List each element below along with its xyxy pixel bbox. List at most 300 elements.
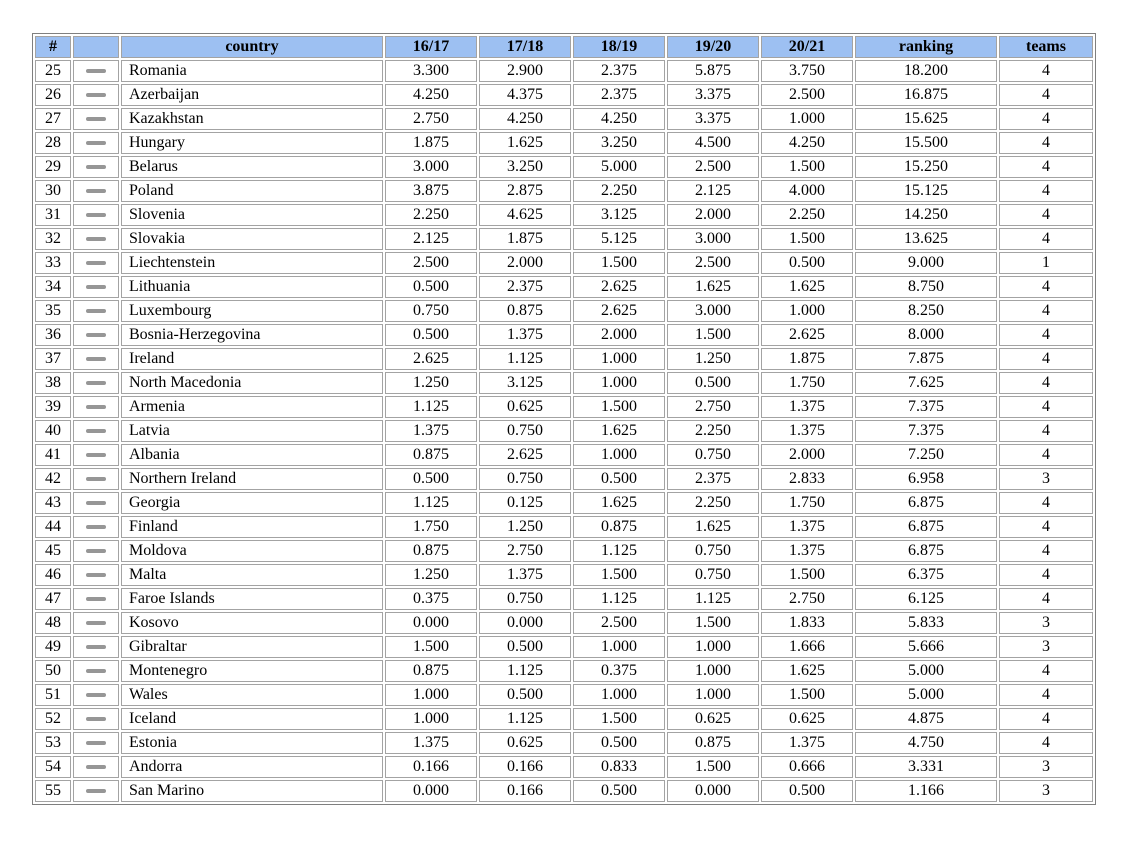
season-17-18-cell: 1.125 (479, 348, 571, 370)
rank-cell: 27 (35, 108, 71, 130)
table-row (35, 468, 1093, 490)
season-17-18-cell: 0.166 (479, 780, 571, 802)
country-cell: Andorra (121, 756, 383, 778)
season-19-20-cell: 0.000 (667, 780, 759, 802)
table-row (35, 636, 1093, 658)
season-18-19-cell: 2.625 (573, 276, 665, 298)
ranking-cell: 3.331 (855, 756, 997, 778)
rank-change-cell (73, 444, 119, 466)
teams-cell: 4 (999, 276, 1093, 298)
teams-cell: 4 (999, 660, 1093, 682)
season-18-19-cell: 0.833 (573, 756, 665, 778)
season-17-18-cell: 2.000 (479, 252, 571, 274)
season-20-21-cell: 0.500 (761, 252, 853, 274)
season-17-18-cell: 1.250 (479, 516, 571, 538)
rank-cell: 53 (35, 732, 71, 754)
rank-no-change-icon (86, 645, 106, 649)
column-header-rank-change (73, 36, 119, 58)
season-18-19-cell: 0.500 (573, 468, 665, 490)
teams-cell: 4 (999, 684, 1093, 706)
season-20-21-cell: 0.500 (761, 780, 853, 802)
rank-change-cell (73, 276, 119, 298)
teams-cell: 3 (999, 636, 1093, 658)
season-16-17-cell: 1.125 (385, 396, 477, 418)
rank-no-change-icon (86, 333, 106, 337)
country-cell: North Macedonia (121, 372, 383, 394)
season-20-21-cell: 1.875 (761, 348, 853, 370)
season-18-19-cell: 1.625 (573, 492, 665, 514)
rank-change-cell (73, 612, 119, 634)
ranking-cell: 6.875 (855, 492, 997, 514)
teams-cell: 4 (999, 564, 1093, 586)
season-16-17-cell: 1.000 (385, 684, 477, 706)
season-19-20-cell: 0.500 (667, 372, 759, 394)
rank-no-change-icon (86, 789, 106, 793)
season-18-19-cell: 1.500 (573, 396, 665, 418)
country-cell: Hungary (121, 132, 383, 154)
season-18-19-cell: 1.000 (573, 636, 665, 658)
season-20-21-cell: 3.750 (761, 60, 853, 82)
country-cell: Ireland (121, 348, 383, 370)
rank-cell: 32 (35, 228, 71, 250)
rank-change-cell (73, 252, 119, 274)
country-cell: Belarus (121, 156, 383, 178)
season-20-21-cell: 1.500 (761, 228, 853, 250)
ranking-cell: 8.250 (855, 300, 997, 322)
country-cell: Latvia (121, 420, 383, 442)
season-18-19-cell: 1.625 (573, 420, 665, 442)
teams-cell: 4 (999, 108, 1093, 130)
ranking-cell: 4.875 (855, 708, 997, 730)
season-19-20-cell: 3.000 (667, 300, 759, 322)
season-16-17-cell: 0.875 (385, 540, 477, 562)
rank-change-cell (73, 540, 119, 562)
ranking-cell: 6.375 (855, 564, 997, 586)
season-20-21-cell: 2.625 (761, 324, 853, 346)
season-17-18-cell: 2.875 (479, 180, 571, 202)
season-19-20-cell: 2.750 (667, 396, 759, 418)
season-17-18-cell: 1.875 (479, 228, 571, 250)
teams-cell: 4 (999, 396, 1093, 418)
teams-cell: 4 (999, 540, 1093, 562)
season-17-18-cell: 4.375 (479, 84, 571, 106)
season-17-18-cell: 1.125 (479, 708, 571, 730)
rank-cell: 33 (35, 252, 71, 274)
rank-no-change-icon (86, 93, 106, 97)
season-18-19-cell: 2.375 (573, 60, 665, 82)
season-16-17-cell: 3.300 (385, 60, 477, 82)
rank-cell: 34 (35, 276, 71, 298)
season-19-20-cell: 1.000 (667, 636, 759, 658)
rank-cell: 52 (35, 708, 71, 730)
table-row (35, 156, 1093, 178)
teams-cell: 3 (999, 612, 1093, 634)
ranking-cell: 5.666 (855, 636, 997, 658)
season-20-21-cell: 1.750 (761, 372, 853, 394)
season-16-17-cell: 0.166 (385, 756, 477, 778)
country-cell: Slovenia (121, 204, 383, 226)
season-20-21-cell: 1.500 (761, 564, 853, 586)
season-18-19-cell: 0.500 (573, 732, 665, 754)
teams-cell: 4 (999, 84, 1093, 106)
season-19-20-cell: 2.125 (667, 180, 759, 202)
rank-no-change-icon (86, 117, 106, 121)
rank-no-change-icon (86, 477, 106, 481)
season-18-19-cell: 0.375 (573, 660, 665, 682)
season-19-20-cell: 1.500 (667, 756, 759, 778)
ranking-cell: 8.000 (855, 324, 997, 346)
season-18-19-cell: 2.000 (573, 324, 665, 346)
rank-no-change-icon (86, 717, 106, 721)
rank-change-cell (73, 588, 119, 610)
ranking-cell: 4.750 (855, 732, 997, 754)
season-16-17-cell: 1.750 (385, 516, 477, 538)
season-16-17-cell: 1.500 (385, 636, 477, 658)
table-body (35, 60, 1093, 802)
ranking-cell: 5.000 (855, 660, 997, 682)
season-18-19-cell: 2.625 (573, 300, 665, 322)
rank-cell: 28 (35, 132, 71, 154)
season-18-19-cell: 2.250 (573, 180, 665, 202)
season-16-17-cell: 0.500 (385, 276, 477, 298)
rank-change-cell (73, 684, 119, 706)
rank-change-cell (73, 468, 119, 490)
season-19-20-cell: 1.250 (667, 348, 759, 370)
season-16-17-cell: 2.250 (385, 204, 477, 226)
season-16-17-cell: 2.625 (385, 348, 477, 370)
column-header-season-17-18: 17/18 (479, 36, 571, 58)
season-20-21-cell: 1.375 (761, 732, 853, 754)
season-16-17-cell: 0.000 (385, 612, 477, 634)
season-18-19-cell: 3.250 (573, 132, 665, 154)
teams-cell: 4 (999, 300, 1093, 322)
rank-change-cell (73, 108, 119, 130)
season-17-18-cell: 0.875 (479, 300, 571, 322)
teams-cell: 3 (999, 756, 1093, 778)
rank-cell: 26 (35, 84, 71, 106)
table-row (35, 204, 1093, 226)
season-19-20-cell: 3.375 (667, 108, 759, 130)
season-19-20-cell: 0.625 (667, 708, 759, 730)
country-cell: Azerbaijan (121, 84, 383, 106)
table-row (35, 564, 1093, 586)
season-20-21-cell: 0.666 (761, 756, 853, 778)
season-18-19-cell: 5.000 (573, 156, 665, 178)
rank-change-cell (73, 756, 119, 778)
teams-cell: 4 (999, 420, 1093, 442)
table-row (35, 612, 1093, 634)
ranking-cell: 6.875 (855, 540, 997, 562)
ranking-cell: 1.166 (855, 780, 997, 802)
table-row (35, 252, 1093, 274)
country-cell: Kosovo (121, 612, 383, 634)
table-row (35, 588, 1093, 610)
ranking-cell: 8.750 (855, 276, 997, 298)
rank-change-cell (73, 564, 119, 586)
season-16-17-cell: 0.750 (385, 300, 477, 322)
season-17-18-cell: 0.750 (479, 420, 571, 442)
teams-cell: 4 (999, 180, 1093, 202)
table-row (35, 660, 1093, 682)
table-row (35, 108, 1093, 130)
season-17-18-cell: 1.625 (479, 132, 571, 154)
country-coefficient-table (32, 33, 1096, 805)
ranking-cell: 15.125 (855, 180, 997, 202)
season-17-18-cell: 1.375 (479, 324, 571, 346)
season-20-21-cell: 1.375 (761, 396, 853, 418)
season-16-17-cell: 1.250 (385, 564, 477, 586)
rank-no-change-icon (86, 741, 106, 745)
teams-cell: 4 (999, 492, 1093, 514)
teams-cell: 4 (999, 708, 1093, 730)
season-16-17-cell: 1.375 (385, 420, 477, 442)
country-cell: Faroe Islands (121, 588, 383, 610)
country-cell: Albania (121, 444, 383, 466)
season-17-18-cell: 0.625 (479, 396, 571, 418)
season-20-21-cell: 1.625 (761, 660, 853, 682)
season-17-18-cell: 4.625 (479, 204, 571, 226)
rank-change-cell (73, 732, 119, 754)
season-17-18-cell: 0.000 (479, 612, 571, 634)
rank-no-change-icon (86, 669, 106, 673)
rank-cell: 25 (35, 60, 71, 82)
season-20-21-cell: 1.000 (761, 108, 853, 130)
country-cell: Iceland (121, 708, 383, 730)
season-20-21-cell: 1.625 (761, 276, 853, 298)
rank-no-change-icon (86, 261, 106, 265)
season-18-19-cell: 1.500 (573, 564, 665, 586)
rank-cell: 29 (35, 156, 71, 178)
season-20-21-cell: 1.000 (761, 300, 853, 322)
country-cell: Gibraltar (121, 636, 383, 658)
season-19-20-cell: 0.750 (667, 444, 759, 466)
ranking-cell: 9.000 (855, 252, 997, 274)
rank-cell: 54 (35, 756, 71, 778)
column-header-ranking: ranking (855, 36, 997, 58)
table-row (35, 708, 1093, 730)
season-19-20-cell: 1.625 (667, 516, 759, 538)
season-19-20-cell: 5.875 (667, 60, 759, 82)
season-16-17-cell: 1.125 (385, 492, 477, 514)
column-header-country: country (121, 36, 383, 58)
season-19-20-cell: 1.500 (667, 612, 759, 634)
country-cell: Northern Ireland (121, 468, 383, 490)
ranking-cell: 15.250 (855, 156, 997, 178)
country-cell: Luxembourg (121, 300, 383, 322)
season-16-17-cell: 2.750 (385, 108, 477, 130)
season-16-17-cell: 0.500 (385, 324, 477, 346)
season-16-17-cell: 0.375 (385, 588, 477, 610)
season-20-21-cell: 4.250 (761, 132, 853, 154)
rank-no-change-icon (86, 285, 106, 289)
season-18-19-cell: 0.500 (573, 780, 665, 802)
rank-cell: 43 (35, 492, 71, 514)
table-row (35, 540, 1093, 562)
season-19-20-cell: 2.500 (667, 156, 759, 178)
table-row (35, 228, 1093, 250)
season-17-18-cell: 2.750 (479, 540, 571, 562)
teams-cell: 4 (999, 348, 1093, 370)
column-header-rank: # (35, 36, 71, 58)
rank-change-cell (73, 132, 119, 154)
rank-cell: 47 (35, 588, 71, 610)
ranking-cell: 7.375 (855, 396, 997, 418)
country-cell: Armenia (121, 396, 383, 418)
column-header-season-16-17: 16/17 (385, 36, 477, 58)
season-20-21-cell: 1.750 (761, 492, 853, 514)
rank-change-cell (73, 204, 119, 226)
table-row (35, 684, 1093, 706)
country-cell: Estonia (121, 732, 383, 754)
ranking-cell: 6.958 (855, 468, 997, 490)
table-row (35, 444, 1093, 466)
table-row (35, 180, 1093, 202)
season-16-17-cell: 0.875 (385, 444, 477, 466)
table-row (35, 420, 1093, 442)
season-19-20-cell: 3.375 (667, 84, 759, 106)
season-20-21-cell: 2.000 (761, 444, 853, 466)
season-17-18-cell: 0.500 (479, 636, 571, 658)
rank-cell: 35 (35, 300, 71, 322)
season-20-21-cell: 2.750 (761, 588, 853, 610)
rank-cell: 44 (35, 516, 71, 538)
teams-cell: 4 (999, 732, 1093, 754)
teams-cell: 4 (999, 228, 1093, 250)
rank-change-cell (73, 660, 119, 682)
table-row (35, 396, 1093, 418)
table-row (35, 348, 1093, 370)
table-row (35, 60, 1093, 82)
rank-change-cell (73, 324, 119, 346)
country-cell: Wales (121, 684, 383, 706)
rank-cell: 38 (35, 372, 71, 394)
season-16-17-cell: 1.375 (385, 732, 477, 754)
country-cell: Romania (121, 60, 383, 82)
season-20-21-cell: 1.666 (761, 636, 853, 658)
rank-change-cell (73, 372, 119, 394)
season-17-18-cell: 0.500 (479, 684, 571, 706)
rank-cell: 48 (35, 612, 71, 634)
season-17-18-cell: 3.250 (479, 156, 571, 178)
ranking-cell: 7.375 (855, 420, 997, 442)
season-17-18-cell: 3.125 (479, 372, 571, 394)
season-18-19-cell: 1.000 (573, 444, 665, 466)
teams-cell: 4 (999, 324, 1093, 346)
rank-no-change-icon (86, 693, 106, 697)
header-row (35, 36, 1093, 58)
season-19-20-cell: 4.500 (667, 132, 759, 154)
season-16-17-cell: 4.250 (385, 84, 477, 106)
season-19-20-cell: 3.000 (667, 228, 759, 250)
season-17-18-cell: 2.625 (479, 444, 571, 466)
ranking-cell: 18.200 (855, 60, 997, 82)
country-cell: Lithuania (121, 276, 383, 298)
season-19-20-cell: 0.750 (667, 564, 759, 586)
season-18-19-cell: 1.000 (573, 684, 665, 706)
season-20-21-cell: 1.375 (761, 420, 853, 442)
season-20-21-cell: 1.500 (761, 156, 853, 178)
ranking-cell: 5.000 (855, 684, 997, 706)
rank-change-cell (73, 60, 119, 82)
rank-no-change-icon (86, 573, 106, 577)
column-header-season-20-21: 20/21 (761, 36, 853, 58)
rank-no-change-icon (86, 621, 106, 625)
ranking-cell: 16.875 (855, 84, 997, 106)
season-19-20-cell: 2.375 (667, 468, 759, 490)
rank-no-change-icon (86, 525, 106, 529)
season-20-21-cell: 2.250 (761, 204, 853, 226)
season-16-17-cell: 0.875 (385, 660, 477, 682)
ranking-cell: 13.625 (855, 228, 997, 250)
teams-cell: 4 (999, 204, 1093, 226)
rank-no-change-icon (86, 381, 106, 385)
rank-no-change-icon (86, 765, 106, 769)
ranking-cell: 7.625 (855, 372, 997, 394)
season-18-19-cell: 2.375 (573, 84, 665, 106)
season-19-20-cell: 1.125 (667, 588, 759, 610)
season-17-18-cell: 0.166 (479, 756, 571, 778)
rank-change-cell (73, 516, 119, 538)
country-cell: Liechtenstein (121, 252, 383, 274)
rank-change-cell (73, 708, 119, 730)
season-17-18-cell: 0.625 (479, 732, 571, 754)
table-row (35, 276, 1093, 298)
table-row (35, 756, 1093, 778)
rank-no-change-icon (86, 357, 106, 361)
season-18-19-cell: 3.125 (573, 204, 665, 226)
country-cell: Slovakia (121, 228, 383, 250)
season-16-17-cell: 1.000 (385, 708, 477, 730)
season-17-18-cell: 4.250 (479, 108, 571, 130)
rank-change-cell (73, 180, 119, 202)
ranking-cell: 7.875 (855, 348, 997, 370)
season-19-20-cell: 0.750 (667, 540, 759, 562)
rank-change-cell (73, 156, 119, 178)
season-19-20-cell: 1.000 (667, 660, 759, 682)
season-16-17-cell: 0.500 (385, 468, 477, 490)
rank-cell: 39 (35, 396, 71, 418)
teams-cell: 1 (999, 252, 1093, 274)
ranking-cell: 5.833 (855, 612, 997, 634)
table-row (35, 780, 1093, 802)
season-18-19-cell: 1.125 (573, 588, 665, 610)
teams-cell: 4 (999, 132, 1093, 154)
season-20-21-cell: 2.833 (761, 468, 853, 490)
rank-cell: 55 (35, 780, 71, 802)
column-header-teams: teams (999, 36, 1093, 58)
ranking-cell: 15.500 (855, 132, 997, 154)
season-16-17-cell: 2.125 (385, 228, 477, 250)
season-19-20-cell: 2.000 (667, 204, 759, 226)
rank-cell: 36 (35, 324, 71, 346)
season-16-17-cell: 1.250 (385, 372, 477, 394)
rank-cell: 49 (35, 636, 71, 658)
rank-no-change-icon (86, 237, 106, 241)
rank-change-cell (73, 636, 119, 658)
season-20-21-cell: 1.833 (761, 612, 853, 634)
season-18-19-cell: 5.125 (573, 228, 665, 250)
country-cell: Bosnia-Herzegovina (121, 324, 383, 346)
teams-cell: 4 (999, 444, 1093, 466)
table-row (35, 372, 1093, 394)
rank-cell: 51 (35, 684, 71, 706)
rank-cell: 30 (35, 180, 71, 202)
rank-change-cell (73, 348, 119, 370)
rank-no-change-icon (86, 429, 106, 433)
season-19-20-cell: 1.000 (667, 684, 759, 706)
rank-no-change-icon (86, 453, 106, 457)
season-18-19-cell: 1.000 (573, 372, 665, 394)
